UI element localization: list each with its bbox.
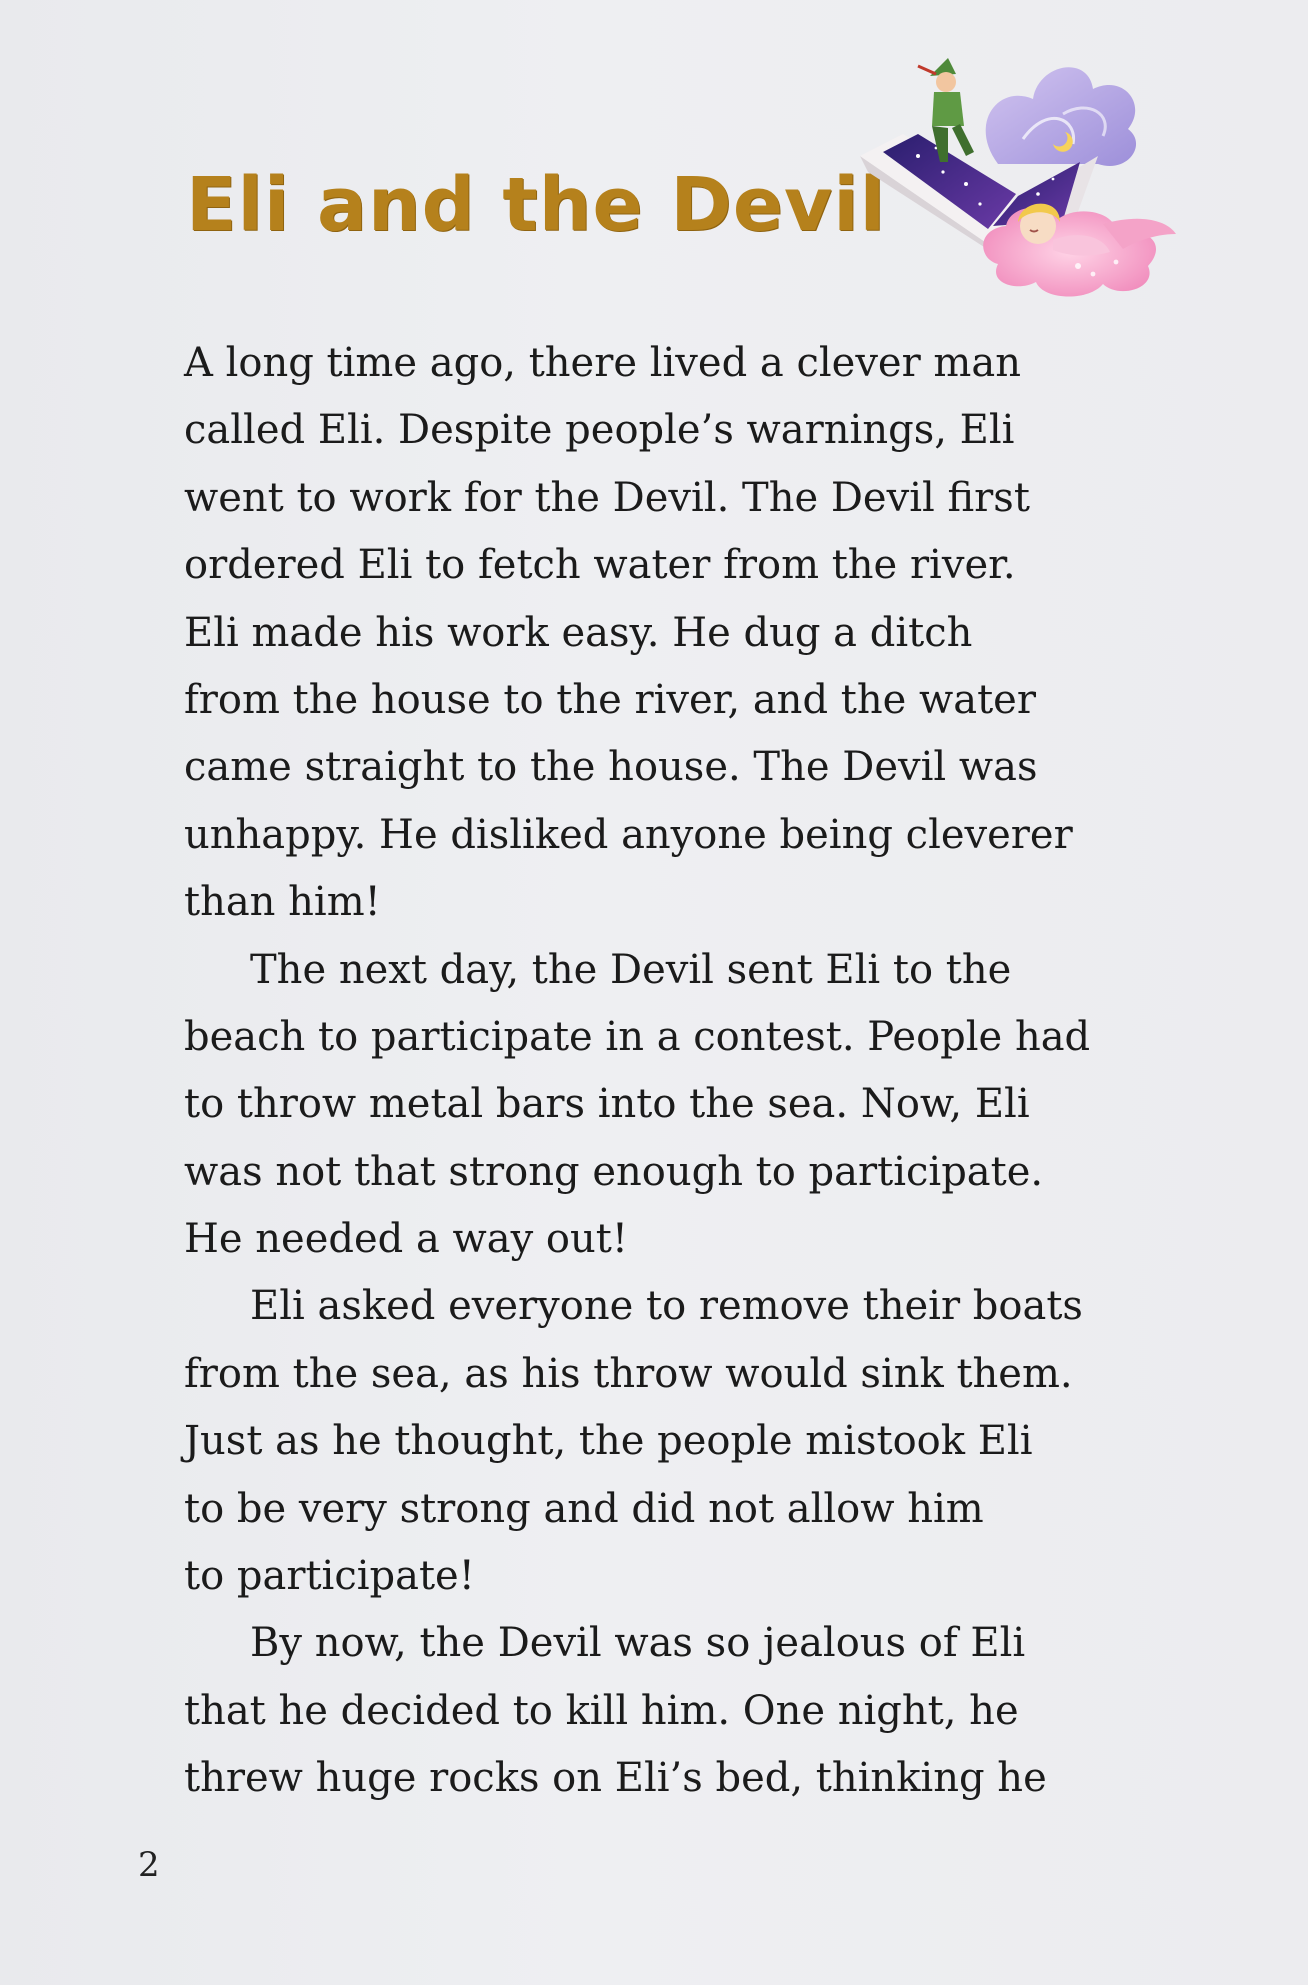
text-line: to participate! [184, 1553, 475, 1600]
text-line: to throw metal bars into the sea. Now, Eli [184, 1081, 1030, 1128]
text-line: that he decided to kill him. One night, he [184, 1687, 1019, 1734]
text-line: from the house to the river, and the water [184, 676, 1036, 723]
text-line: He needed a way out! [184, 1216, 628, 1263]
story-paragraph [184, 330, 1194, 937]
story-paragraph [184, 937, 1194, 1274]
story-paragraph [184, 1273, 1194, 1610]
text-line: called Eli. Despite people’s warnings, Eli [184, 407, 1015, 454]
page-number: 2 [138, 1845, 160, 1885]
story-body [184, 330, 1194, 1813]
text-line: ordered Eli to fetch water from the river. [184, 542, 1016, 589]
text-line: was not that strong enough to participate. [184, 1148, 1044, 1195]
text-line: Just as he thought, the people mistook Eli [184, 1418, 1033, 1465]
text-line: The next day, the Devil sent Eli to the [250, 946, 1012, 993]
text-line: to be very strong and did not allow him [184, 1485, 984, 1532]
text-line: unhappy. He disliked anyone being cleverer [184, 811, 1073, 858]
text-line: Eli asked everyone to remove their boats [250, 1283, 1083, 1330]
text-line: Eli made his work easy. He dug a ditch [184, 609, 973, 656]
text-line: went to work for the Devil. The Devil first [184, 474, 1030, 521]
story-paragraph [184, 1610, 1194, 1812]
text-line: threw huge rocks on Eli’s bed, thinking he [184, 1755, 1047, 1802]
text-line: By now, the Devil was so jealous of Eli [250, 1620, 1026, 1667]
text-line: came straight to the house. The Devil was [184, 744, 1038, 791]
text-line: A long time ago, there lived a clever man [184, 340, 1021, 386]
story-title: Eli and the Devil [186, 162, 886, 248]
text-line: from the sea, as his throw would sink them. [184, 1350, 1073, 1397]
text-line: than him! [184, 879, 381, 926]
text-line: beach to participate in a contest. People had [184, 1013, 1091, 1060]
storybook-fairy-illustration-icon [848, 44, 1178, 314]
